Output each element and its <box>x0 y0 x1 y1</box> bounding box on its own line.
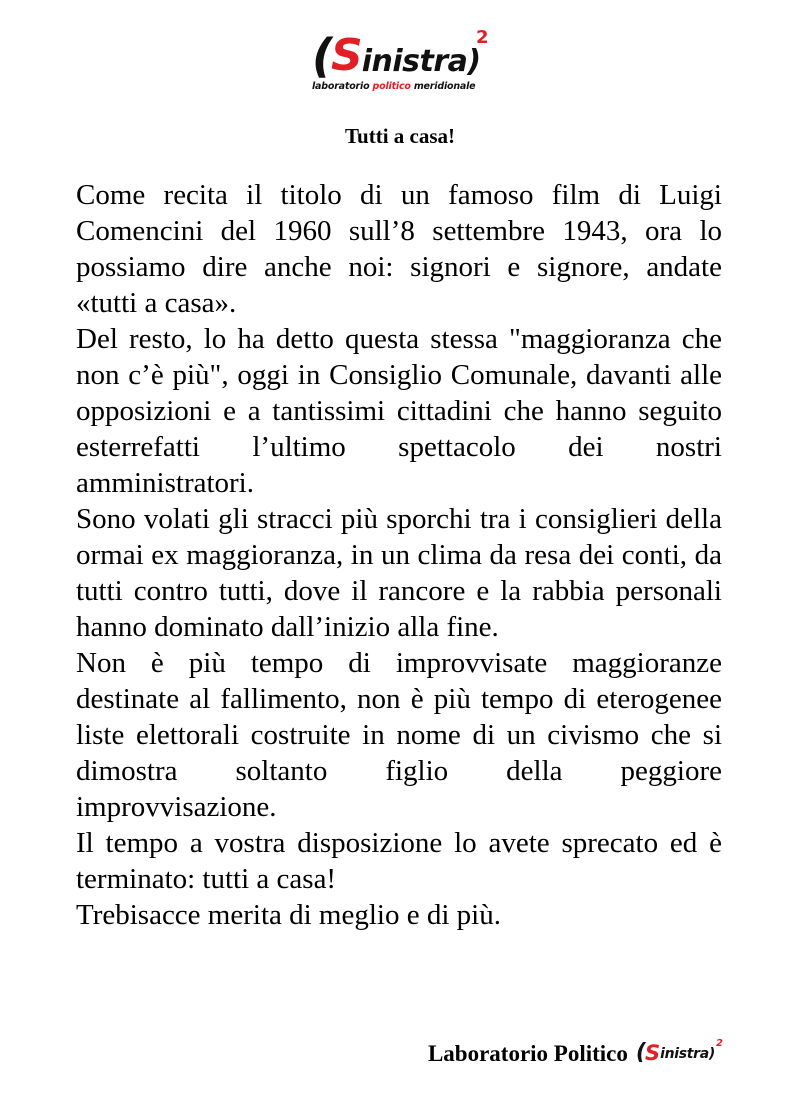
signature-logo-superscript: 2 <box>716 1038 723 1049</box>
signature-logo-rest: inistra) <box>660 1046 716 1062</box>
logo-wordmark-rest: inistra) <box>361 44 481 79</box>
article-title: Tutti a casa! <box>344 124 456 148</box>
paragraph-5: Il tempo a vostra disposizione lo avete sprecato ed è terminato: tutti a casa! <box>76 827 722 895</box>
signature-logo <box>636 1039 723 1069</box>
paragraph-4: Non è più tempo di improvvisate maggioranze destinate al fallimento, non è più tempo di eterogenee liste elettorali costruite in nome di un civismo che si dimostra soltanto figlio della peggiore improvvisazione. <box>76 647 722 823</box>
sinistra-logo <box>312 27 492 97</box>
logo-s-letter: S <box>331 30 363 81</box>
paragraph-1: Come recita il titolo di un famoso film di Luigi Comencini del 1960 sull’8 settembre 1943, ora lo possiamo dire anche noi: signori e signore, andate «tutti a casa». <box>76 179 722 319</box>
paragraph-6: Trebisacce merita di meglio e di più. <box>76 899 501 931</box>
signature-text: Laboratorio Politico <box>427 1041 628 1066</box>
logo-tagline <box>312 81 475 93</box>
logo-wordmark <box>312 27 481 85</box>
signature-logo-s-letter: S <box>644 1041 661 1065</box>
signature-logo-open-paren: ( <box>635 1040 646 1065</box>
tagline-word-politico: politico <box>372 81 411 92</box>
tagline-word-meridionale: meridionale <box>413 81 476 92</box>
tagline-word-laboratorio: laboratorio <box>312 81 370 92</box>
logo-open-paren: ( <box>312 29 334 83</box>
article-body <box>76 177 722 933</box>
paragraph-3: Sono volati gli stracci più sporchi tra i consiglieri della ormai ex maggioranza, in un clima da resa dei conti, da tutti contro tutti, dove il rancore e la rabbia personali hanno dominato dall’inizio alla fine. <box>76 503 722 643</box>
paragraph-2: Del resto, lo ha detto questa stessa "maggioranza che non c’è più", oggi in Consiglio Comunale, davanti alle opposizioni e a tantissimi cittadini che hanno seguito esterrefatti l’ultimo spettacolo dei nostri amministratori. <box>76 323 722 499</box>
signature <box>428 1034 723 1074</box>
logo-superscript: 2 <box>476 27 489 48</box>
